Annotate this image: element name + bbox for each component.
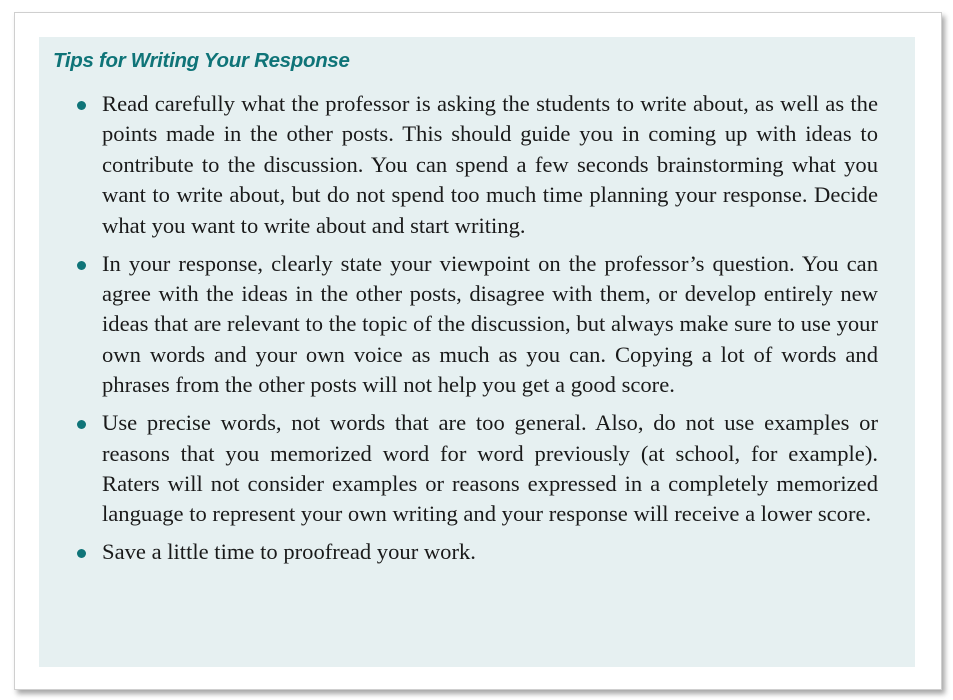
tip-text: Use precise words, not words that are too general. Also, do not use examples or reasons that you memorized word for word previously (at school, for example). Raters will not consider examples or reasons expressed in a completely memorized language to represent your own writing and your response will receive a lower score. [102,410,878,527]
tip-text: Save a little time to proofread your work. [102,539,476,565]
tip-item [102,89,878,241]
tips-list [102,89,878,568]
tip-text: Read carefully what the professor is asking the students to write about, as well as the points made in the other posts. This should guide you in coming up with ideas to contribute to the discussion. You can spend a few seconds brainstorming what you want to write about, but do not spend too much time planning your response. Decide what you want to write about and start writing. [102,91,878,238]
bullet-icon [77,549,86,558]
bullet-icon [77,420,86,429]
tips-box [39,37,915,667]
bullet-icon [77,101,86,110]
tip-item [102,249,878,401]
tip-item [102,408,878,530]
bullet-icon [77,261,86,270]
tip-text: In your response, clearly state your viewpoint on the professor’s question. You can agree with the ideas in the other posts, disagree with them, or develop entirely new ideas that are relevant to the topic of the discussion, but always make sure to use your own words and your own voice as much as you can. Copying a lot of words and phrases from the other posts will not help you get a good score. [102,250,878,398]
tip-item [102,537,878,567]
tips-title: Tips for Writing Your Response [53,49,350,72]
page [14,12,942,690]
